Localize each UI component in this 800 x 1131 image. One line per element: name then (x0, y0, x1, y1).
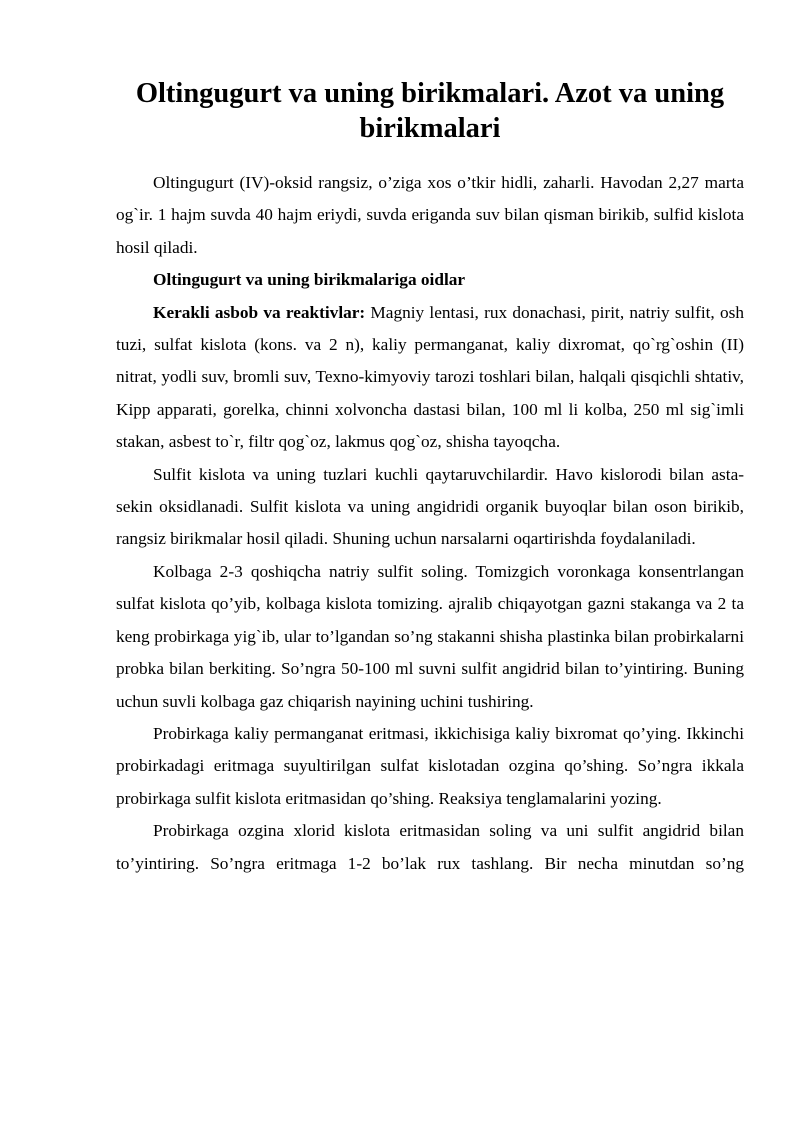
equipment-label: Kerakli asbob va reaktivlar: (153, 302, 366, 322)
paragraph-sulfur-dioxide: Oltingugurt (IV)-oksid rangsiz, o’ziga xos o’tkir hidli, zaharli. Havodan 2,27 marta og`ir. 1 hajm suvda 40 hajm eriydi, suvda eriganda suv bilan qisman birikib, sulfid kislota hosil qiladi. (116, 173, 744, 257)
paragraph-equipment (116, 297, 744, 459)
equipment-list: Magniy lentasi, rux donachasi, pirit, natriy sulfit, osh tuzi, sulfat kislota (kons. va 2 n), kaliy permanganat, kaliy dixromat, qo`rg`oshin (II) nitrat, yodli suv, bromli suv, Texno-kimyoviy tarozi toshlari bilan, halqali qisqichli shtativ, Kipp apparati, gorelka, chinni xolvoncha dastasi bilan, 100 ml li kolba, 250 ml sig`imli stakan, asbest to`r, filtr qog`oz, lakmus qog`oz, shisha tayoqcha. (116, 302, 744, 452)
paragraph-experiment-3: Probirkaga ozgina xlorid kislota eritmasidan soling va uni sulfit angidrid bilan to’yintiring. So’ngra eritmaga 1-2 bo’lak rux tashlang. Bir necha minutdan so’ng (116, 821, 744, 873)
paragraph-experiment-1: Kolbaga 2-3 qoshiqcha natriy sulfit soling. Tomizgich voronkaga konsentrlangan sulfat kislota qo’yib, kolbaga kislota tomizing. ajralib chiqayotgan gazni stakanga va 2 ta keng probirkaga yig`ib, ular to’lgandan so’ng stakanni shisha plastinka bilan probirkalarni probka bilan berkiting. So’ngra 50-100 ml suvni sulfit angidrid bilan to’yintiring. Buning uchun suvli kolbaga gaz chiqarish nayining uchini tushiring. (116, 561, 744, 711)
paragraph-sulfite-acid: Sulfit kislota va uning tuzlari kuchli qaytaruvchilardir. Havo kislorodi bilan asta-sekin oksidlanadi. Sulfit kislota va uning angidridi organik buyoqlar bilan oson birikib, rangsiz birikmalar hosil qiladi. Shuning uchun narsalarni oqartirishda foydalaniladi. (116, 464, 744, 549)
paragraph-experiment-2: Probirkaga kaliy permanganat eritmasi, ikkichisiga kaliy bixromat qo’ying. Ikkinchi probirkadagi eritmaga suyultirilgan sulfat kislotadan ozgina qo’shing. So’ngra ikkala probirkaga sulfit kislota eritmasidan qo’shing. Reaksiya tenglamalarini yozing. (116, 723, 744, 808)
section-subheading: Oltingugurt va uning birikmalariga oidlar (153, 270, 466, 290)
document-title: Oltingugurt va uning birikmalari. Azot va uning birikmalari (135, 78, 725, 144)
